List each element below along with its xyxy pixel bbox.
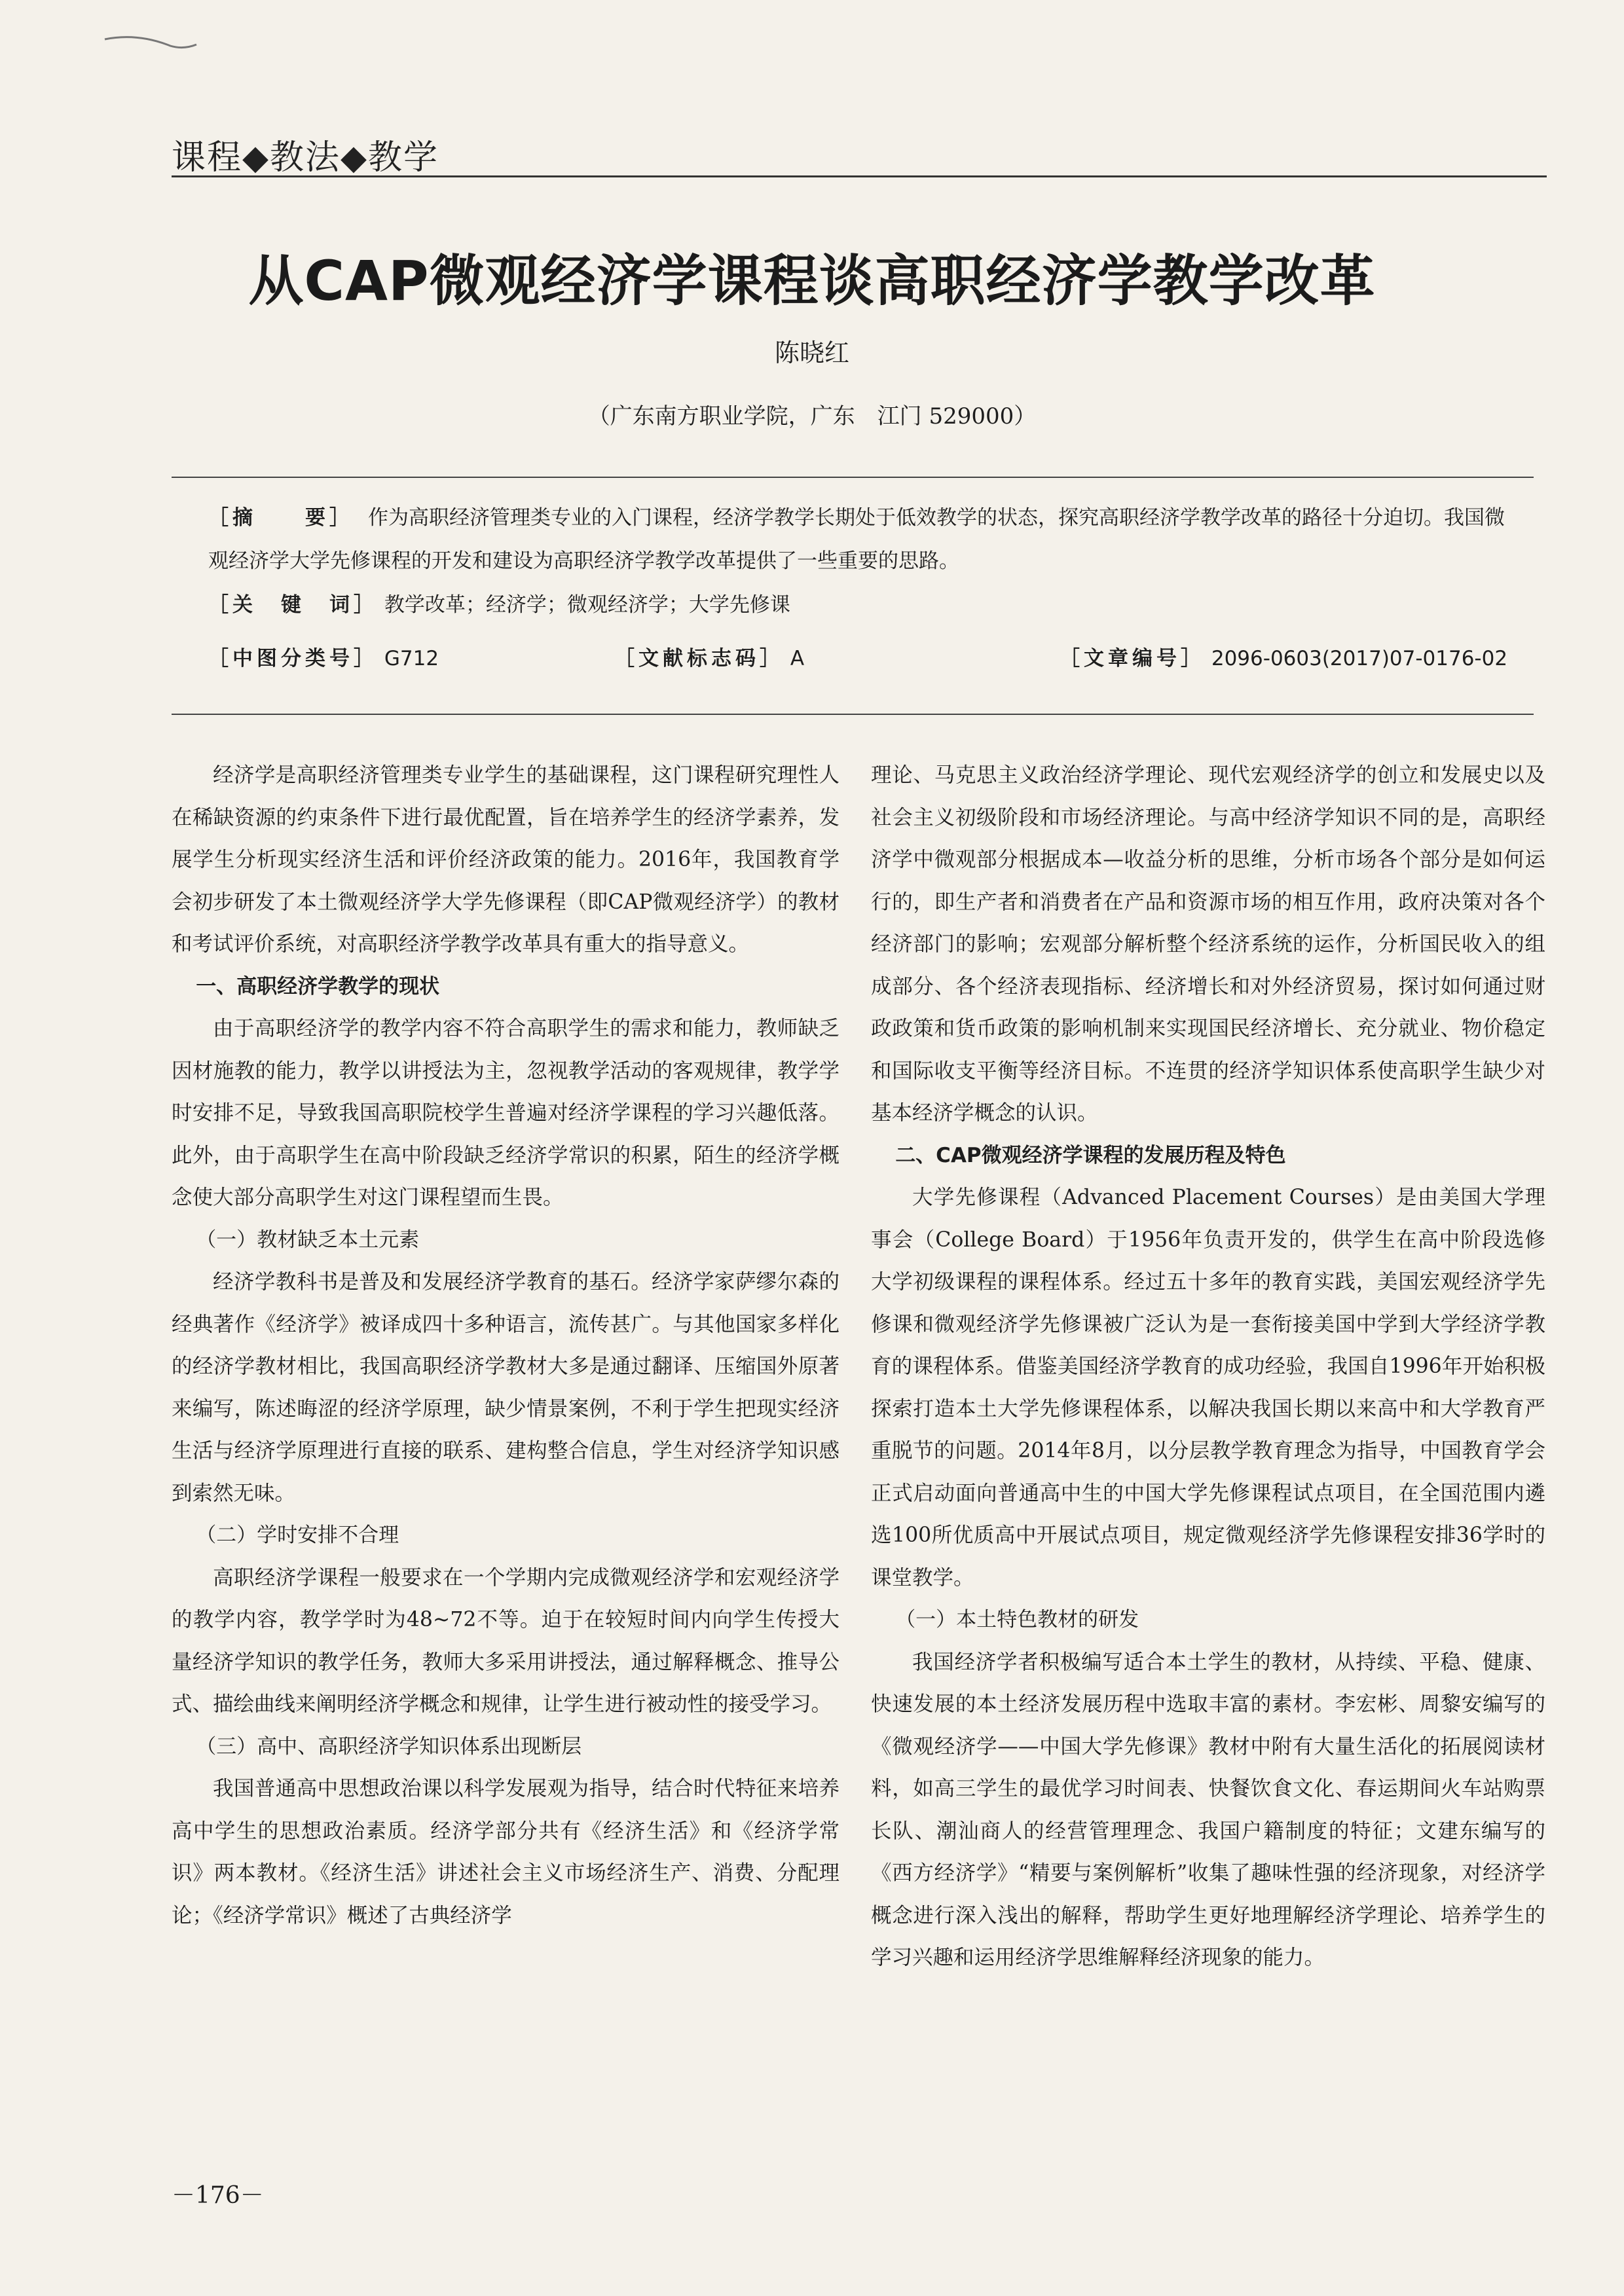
paragraph: 经济学是高职经济管理类专业学生的基础课程，这门课程研究理性人在稀缺资源的约束条件下进行最优配置，旨在培养学生的经济学素养，发展学生分析现实经济生活和评价经济政策的能力。2016年，我国教育学会初步研发了本土微观经济学大学先修课程（即CAP微观经济学）的教材和考试评价系统，对高职经济学教学改革具有重大的指导意义。 xyxy=(172,763,840,956)
subsection-heading: （二）学时安排不合理 xyxy=(196,1523,399,1547)
abstract-label: ［摘 要］ xyxy=(208,496,360,539)
scan-artifact-mark xyxy=(98,20,203,59)
right-column xyxy=(871,754,1545,1979)
header-rule xyxy=(172,175,1547,177)
subsection-heading: （一）本土特色教材的研发 xyxy=(895,1608,1139,1631)
affiliation: （广东南方职业学院，广东 江门 529000） xyxy=(587,403,1037,429)
paragraph-continued: 理论、马克思主义政治经济学理论、现代宏观经济学的创立和发展史以及社会主义初级阶段和市场经济理论。与高中经济学知识不同的是，高职经济学中微观部分根据成本—收益分析的思维，分析市场各个部分是如何运行的，即生产者和消费者在产品和资源市场的相互作用，政府决策对各个经济部门的影响；宏观部分解析整个经济系统的运作，分析国民收入的组成部分、各个经济表现指标、经济增长和对外经济贸易，探讨如何通过财政政策和货币政策的影响机制来实现国民经济增长、充分就业、物价稳定和国际收支平衡等经济目标。不连贯的经济学知识体系使高职学生缺少对基本经济学概念的认识。 xyxy=(871,763,1545,1125)
left-column xyxy=(172,754,840,1937)
abstract-bottom-rule xyxy=(172,714,1534,715)
subsection-heading: （三）高中、高职经济学知识体系出现断层 xyxy=(196,1734,582,1758)
paragraph: 经济学教科书是普及和发展经济学教育的基石。经济学家萨缪尔森的经典著作《经济学》被译成四十多种语言，流传甚广。与其他国家多样化的经济学教材相比，我国高职经济学教材大多是通过翻译、压缩国外原著来编写，陈述晦涩的经济学原理，缺少情景案例，不利于学生把现实经济生活与经济学原理进行直接的联系、建构整合信息，学生对经济学知识感到索然无味。 xyxy=(172,1270,840,1505)
keywords xyxy=(208,588,790,617)
paragraph: 高职经济学课程一般要求在一个学期内完成微观经济学和宏观经济学的教学内容，教学学时为48~72不等。迫于在较短时间内向学生传授大量经济学知识的教学任务，教师大多采用讲授法，通过解释概念、推导公式、描绘曲线来阐明经济学概念和规律，让学生进行被动性的接受学习。 xyxy=(172,1565,840,1716)
article-number-label: ［文章编号］ xyxy=(1060,647,1205,670)
paragraph: 我国普通高中思想政治课以科学发展观为指导，结合时代特征来培养高中学生的思想政治素质。经济学部分共有《经济生活》和《经济学常识》两本教材。《经济生活》讲述社会主义市场经济生产、消费、分配理论；《经济学常识》概述了古典经济学 xyxy=(172,1777,840,1927)
abstract-text: 作为高职经济管理类专业的入门课程，经济学教学长期处于低效教学的状态，探究高职经济学教学改革的路径十分迫切。我国微观经济学大学先修课程的开发和建设为高职经济学教学改革提供了一些重要的思路。 xyxy=(208,506,1505,573)
keywords-label: ［关 键 词］ xyxy=(208,593,378,617)
keywords-text: 教学改革；经济学；微观经济学；大学先修课 xyxy=(384,593,790,617)
abstract-top-rule xyxy=(172,477,1534,478)
running-head: 课程◆教法◆教学 xyxy=(172,138,439,177)
paragraph: 我国经济学者积极编写适合本土学生的教材，从持续、平稳、健康、快速发展的本土经济发展历程中选取丰富的素材。李宏彬、周黎安编写的《微观经济学——中国大学先修课》教材中附有大量生活化的拓展阅读材料，如高三学生的最优学习时间表、快餐饮食文化、春运期间火车站购票长队、潮汕商人的经营管理理念、我国户籍制度的特征；文建东编写的《西方经济学》“精要与案例解析”收集了趣味性强的经济现象，对经济学概念进行深入浅出的解释，帮助学生更好地理解经济学理论、培养学生的学习兴趣和运用经济学思维解释经济现象的能力。 xyxy=(871,1650,1545,1969)
page-number: －176－ xyxy=(172,2182,264,2209)
paragraph: 大学先修课程（Advanced Placement Courses）是由美国大学理事会（College Board）于1956年负责开发的，供学生在高中阶段选修大学初级课程的课程体系。经过五十多年的教育实践，美国宏观经济学先修课和微观经济学先修课被广泛认为是一套衔接美国中学到大学经济学教育的课程体系。借鉴美国经济学教育的成功经验，我国自1996年开始积极探索打造本土大学先修课程体系，以解决我国长期以来高中和大学教育严重脱节的问题。2014年8月，以分层教学教育理念为指导，中国教育学会正式启动面向普通高中生的中国大学先修课程试点项目，在全国范围内遴选100所优质高中开展试点项目，规定微观经济学先修课程安排36学时的课堂教学。 xyxy=(871,1186,1545,1590)
doc-code-label: ［文献标志码］ xyxy=(614,647,784,670)
subsection-heading: （一）教材缺乏本土元素 xyxy=(196,1228,420,1252)
clc-label: ［中图分类号］ xyxy=(208,647,378,670)
article-title: 从CAP微观经济学课程谈高职经济学教学改革 xyxy=(248,249,1376,313)
section-heading: 二、CAP微观经济学课程的发展历程及特色 xyxy=(895,1143,1286,1167)
author: 陈晓红 xyxy=(774,338,849,367)
clc-value: G712 xyxy=(384,647,439,670)
section-heading: 一、高职经济学教学的现状 xyxy=(196,974,440,998)
paragraph: 由于高职经济学的教学内容不符合高职学生的需求和能力，教师缺乏因材施教的能力，教学以讲授法为主，忽视教学活动的客观规律，教学学时安排不足，导致我国高职院校学生普遍对经济学课程的学习兴趣低落。此外，由于高职学生在高中阶段缺乏经济学常识的积累，陌生的经济学概念使大部分高职学生对这门课程望而生畏。 xyxy=(172,1017,840,1209)
doc-code-value: A xyxy=(790,647,805,670)
article-number-value: 2096-0603(2017)07-0176-02 xyxy=(1211,647,1508,670)
